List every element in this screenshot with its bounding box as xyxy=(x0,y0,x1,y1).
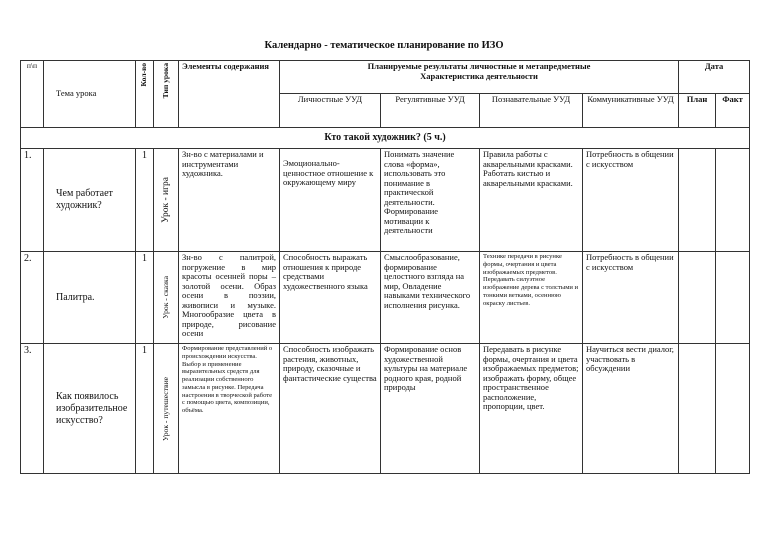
row-fact xyxy=(716,344,750,474)
header-communicative: Коммуникативные УУД xyxy=(583,94,679,128)
header-topic: Тема урока xyxy=(44,61,136,128)
row-plan xyxy=(679,252,716,344)
header-results-line2: Характеристика деятельности xyxy=(420,70,538,81)
section-title: Кто такой художник? (5 ч.) xyxy=(21,128,750,149)
row-type-label: Урок - сказка xyxy=(160,276,170,319)
header-type-label: Тип урока xyxy=(160,63,170,99)
page-title: Календарно - тематическое планирование по ИЗО xyxy=(264,40,504,51)
header-row-1 xyxy=(21,61,750,94)
row-type xyxy=(154,149,179,252)
row-fact xyxy=(716,252,750,344)
header-count xyxy=(136,61,154,128)
table-row xyxy=(21,252,750,344)
row-count: 1 xyxy=(136,252,154,344)
header-plan: План xyxy=(679,94,716,128)
row-type-label: Урок - путешествие xyxy=(160,376,170,441)
row-topic: Чем работает художник? xyxy=(44,149,136,252)
row-fact xyxy=(716,149,750,252)
header-regulatory: Регулятивные УУД xyxy=(381,94,480,128)
header-results-line1: Планируемые результаты личностные и метапредметные xyxy=(367,61,591,71)
row-regulatory: Понимать значение слова «форма», использовать это понимание в практической деятельности. Формирование мотивации к деятельности xyxy=(381,149,480,252)
row-number: 1. xyxy=(21,149,44,252)
row-count: 1 xyxy=(136,344,154,474)
header-num: п\п xyxy=(21,61,44,128)
row-elements: Формирование представлений о происхождении искусства. Выбор и применение выразительных средств для реализации собственного замысла в рисунке. Передача настроения в творческой работе с помощью цвета, композиции, объёма. xyxy=(179,344,280,474)
row-communicative: Потребность в общении с искусством xyxy=(583,149,679,252)
row-communicative: Научиться вести диалог, участвовать в обсуждении xyxy=(583,344,679,474)
row-elements: Зн-во с материалами и инструментами художника. xyxy=(179,149,280,252)
row-elements: Зн-во с палитрой, погружение в мир красоты осенней поры – золотой осени. Образ осени в поэзии, живописи и музыке. Многообразие цвета в природе, рисование осени xyxy=(179,252,280,344)
header-type xyxy=(154,61,179,128)
row-number: 2. xyxy=(21,252,44,344)
table-row xyxy=(21,149,750,252)
section-row xyxy=(21,128,750,149)
header-personal: Личностные УУД xyxy=(280,94,381,128)
header-fact: Факт xyxy=(716,94,750,128)
table-row xyxy=(21,344,750,474)
row-cognitive: Технике передачи в рисунке формы, очертания и цвета изображаемых предметов. Передавать силуэтное изображение дерева с толстыми и тонкими ветками, осеннюю окраску листьев. xyxy=(480,252,583,344)
row-communicative: Потребность в общении с искусством xyxy=(583,252,679,344)
row-count: 1 xyxy=(136,149,154,252)
row-regulatory: Формирование основ художественной культуры на материале родного края, родной природы xyxy=(381,344,480,474)
row-topic: Как появилось изобразительное искусство? xyxy=(44,344,136,474)
header-count-label: Кол-во xyxy=(139,63,149,87)
row-regulatory: Смыслообразование, формирование целостного взгляда на мир, Овладение навыками технического исполнения рисунка. xyxy=(381,252,480,344)
row-cognitive: Передавать в рисунке формы, очертания и цвета изображаемых предметов; изображать форму, общее пространственное расположение, пропорции, цвет. xyxy=(480,344,583,474)
header-results xyxy=(280,61,679,94)
header-date: Дата xyxy=(679,61,750,94)
row-cognitive: Правила работы с акварельными красками. Работать кистью и акварельными красками. xyxy=(480,149,583,252)
row-type xyxy=(154,344,179,474)
header-cognitive: Познавательные УУД xyxy=(480,94,583,128)
planning-table xyxy=(20,60,750,474)
row-number: 3. xyxy=(21,344,44,474)
row-personal: Эмоционально-ценностное отношение к окружающему миру xyxy=(280,149,381,252)
row-type-label: Урок - игра xyxy=(160,177,171,223)
row-plan xyxy=(679,344,716,474)
header-elements: Элементы содержания xyxy=(179,61,280,128)
row-personal: Способность выражать отношения к природе средствами художественного языка xyxy=(280,252,381,344)
row-topic: Палитра. xyxy=(44,252,136,344)
row-personal: Способность изображать растения, животных, природу, сказочные и фантастические существа xyxy=(280,344,381,474)
row-type xyxy=(154,252,179,344)
row-plan xyxy=(679,149,716,252)
